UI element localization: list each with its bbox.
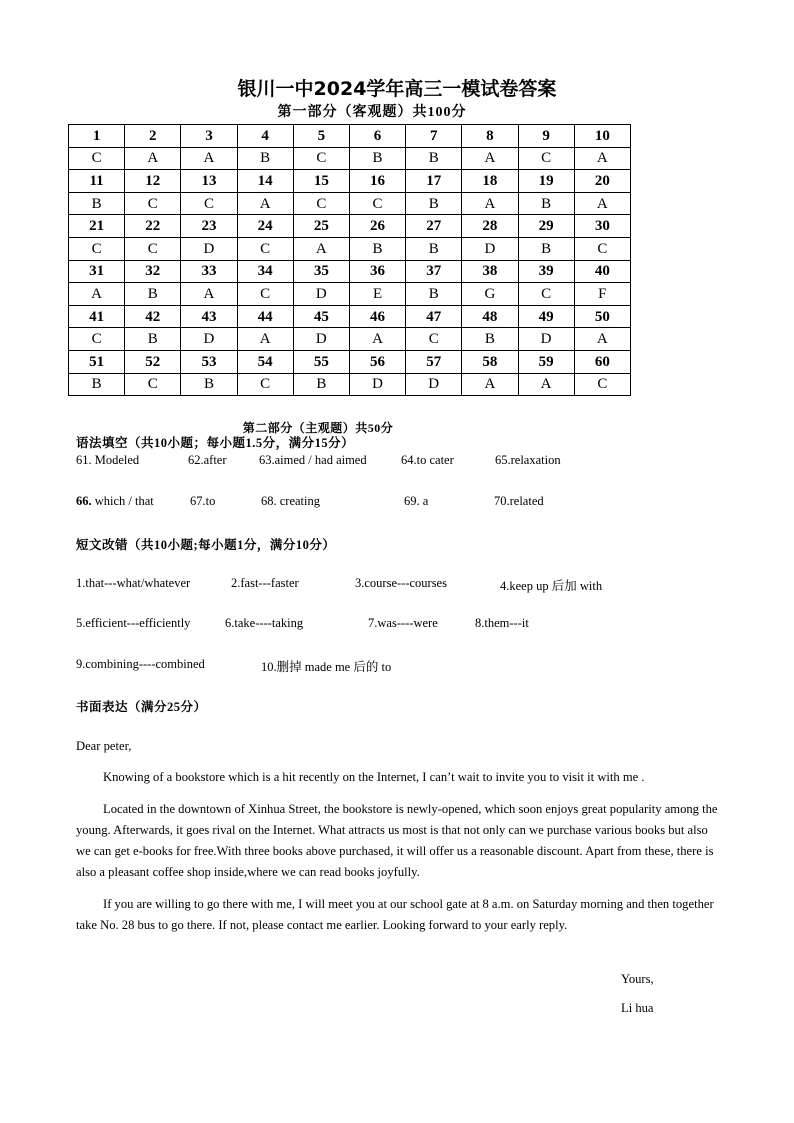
question-number-cell: 59 bbox=[518, 350, 574, 373]
letter-signature: Li hua bbox=[621, 1001, 654, 1015]
question-number-cell: 43 bbox=[181, 305, 237, 328]
correction-answer: 9.combining----combined bbox=[76, 657, 205, 671]
question-number-row bbox=[69, 170, 631, 193]
answer-cell: C bbox=[125, 373, 181, 396]
question-number-cell: 34 bbox=[237, 260, 293, 283]
answer-cell: C bbox=[125, 237, 181, 260]
answer-row bbox=[69, 373, 631, 396]
question-number-cell: 49 bbox=[518, 305, 574, 328]
question-number-cell: 42 bbox=[125, 305, 181, 328]
letter-paragraph: If you are willing to go there with me, I will meet you at our school gate at 8 a.m. on Saturday morning and then together take No. 28 bus to go there. If not, please contact me earlier. Looking forward to your early reply. bbox=[76, 897, 714, 932]
question-number-cell: 9 bbox=[518, 125, 574, 148]
answer-cell: C bbox=[237, 283, 293, 306]
question-number-cell: 53 bbox=[181, 350, 237, 373]
question-number-cell: 36 bbox=[349, 260, 405, 283]
writing-heading: 书面表达（满分25分） bbox=[76, 700, 207, 714]
question-number-row bbox=[69, 215, 631, 238]
question-number-cell: 5 bbox=[293, 125, 349, 148]
question-number-cell: 8 bbox=[462, 125, 518, 148]
question-number-cell: 41 bbox=[69, 305, 125, 328]
answer-cell: B bbox=[69, 373, 125, 396]
answer-cell: A bbox=[518, 373, 574, 396]
question-number-cell: 29 bbox=[518, 215, 574, 238]
answer-cell: G bbox=[462, 283, 518, 306]
answer-cell: B bbox=[406, 283, 462, 306]
answer-cell: D bbox=[181, 237, 237, 260]
letter-closing: Yours, bbox=[621, 972, 654, 986]
answer-row bbox=[69, 283, 631, 306]
answer-text: which / that bbox=[91, 494, 154, 508]
question-number-cell: 4 bbox=[237, 125, 293, 148]
answer-cell: B bbox=[349, 237, 405, 260]
answer-table bbox=[68, 124, 631, 396]
question-number-cell: 52 bbox=[125, 350, 181, 373]
answer-cell: C bbox=[574, 237, 630, 260]
question-number-cell: 37 bbox=[406, 260, 462, 283]
answer-cell: D bbox=[349, 373, 405, 396]
grammar-row-2 bbox=[76, 494, 716, 512]
correction-answer: 1.that---what/whatever bbox=[76, 576, 191, 590]
answer-cell: B bbox=[125, 283, 181, 306]
answer-cell: A bbox=[574, 147, 630, 170]
question-number-cell: 19 bbox=[518, 170, 574, 193]
correction-answer: 4.keep up 后加 with bbox=[500, 579, 603, 593]
letter-salutation: Dear peter, bbox=[76, 739, 132, 753]
question-number-cell: 25 bbox=[293, 215, 349, 238]
correction-row-2 bbox=[76, 616, 716, 634]
question-number-cell: 6 bbox=[349, 125, 405, 148]
question-number-cell: 23 bbox=[181, 215, 237, 238]
question-number-cell: 16 bbox=[349, 170, 405, 193]
question-number-cell: 45 bbox=[293, 305, 349, 328]
answer-cell: C bbox=[69, 147, 125, 170]
question-number-cell: 12 bbox=[125, 170, 181, 193]
question-number-cell: 14 bbox=[237, 170, 293, 193]
question-number-cell: 46 bbox=[349, 305, 405, 328]
answer-cell: B bbox=[69, 192, 125, 215]
grammar-answer: 67.to bbox=[190, 494, 216, 508]
answer-cell: C bbox=[237, 237, 293, 260]
question-number-row bbox=[69, 125, 631, 148]
question-number-cell: 38 bbox=[462, 260, 518, 283]
question-number-cell: 47 bbox=[406, 305, 462, 328]
question-number-cell: 2 bbox=[125, 125, 181, 148]
question-number-row bbox=[69, 350, 631, 373]
correction-answer: 5.efficient---efficiently bbox=[76, 616, 191, 630]
question-number-cell: 50 bbox=[574, 305, 630, 328]
question-number-row bbox=[69, 260, 631, 283]
question-number-cell: 58 bbox=[462, 350, 518, 373]
answer-cell: C bbox=[69, 237, 125, 260]
question-number-cell: 44 bbox=[237, 305, 293, 328]
correction-heading: 短文改错（共10小题;每小题1分，满分10分） bbox=[76, 538, 336, 552]
answer-cell: B bbox=[518, 192, 574, 215]
answer-cell: A bbox=[125, 147, 181, 170]
answer-cell: A bbox=[181, 283, 237, 306]
answer-row bbox=[69, 147, 631, 170]
part1-title: 第一部分（客观题）共100分 bbox=[277, 105, 467, 120]
question-number-cell: 15 bbox=[293, 170, 349, 193]
answer-cell: A bbox=[237, 192, 293, 215]
answer-cell: C bbox=[349, 192, 405, 215]
question-number-cell: 32 bbox=[125, 260, 181, 283]
grammar-answer: 69. a bbox=[404, 494, 429, 508]
answer-cell: A bbox=[574, 192, 630, 215]
question-number-cell: 11 bbox=[69, 170, 125, 193]
question-number-cell: 39 bbox=[518, 260, 574, 283]
grammar-heading: 语法填空（共10小题；每小题1.5分，满分15分） bbox=[76, 436, 355, 450]
letter-paragraph: Located in the downtown of Xinhua Street, the bookstore is newly-opened, which soon enjoys great popularity among the young. Afterwards, it goes rival on the Internet. What attracts us most is that not only can we purchase various books but also we can get e-books for free.With three books above purchased, it will offer us a reasonable discount. Apart from these, there is also a pleasant coffee shop inside,where we can read books joyfully. bbox=[76, 802, 718, 879]
correction-answer: 7.was----were bbox=[368, 616, 438, 630]
answer-cell: A bbox=[574, 328, 630, 351]
question-number-cell: 1 bbox=[69, 125, 125, 148]
question-number-cell: 17 bbox=[406, 170, 462, 193]
answer-cell: A bbox=[293, 237, 349, 260]
grammar-answer: 62.after bbox=[188, 453, 227, 467]
answer-cell: A bbox=[69, 283, 125, 306]
answer-cell: C bbox=[518, 147, 574, 170]
answer-cell: C bbox=[125, 192, 181, 215]
grammar-answer: 70.related bbox=[494, 494, 544, 508]
answer-cell: A bbox=[349, 328, 405, 351]
answer-cell: C bbox=[69, 328, 125, 351]
answer-cell: B bbox=[406, 192, 462, 215]
correction-answer: 2.fast---faster bbox=[231, 576, 299, 590]
answer-cell: B bbox=[125, 328, 181, 351]
answer-cell: C bbox=[406, 328, 462, 351]
answer-cell: A bbox=[181, 147, 237, 170]
answer-cell: B bbox=[406, 147, 462, 170]
correction-row-1 bbox=[76, 576, 716, 594]
grammar-answer: 61. Modeled bbox=[76, 453, 140, 467]
question-number-cell: 55 bbox=[293, 350, 349, 373]
answer-cell: C bbox=[293, 147, 349, 170]
answer-cell: E bbox=[349, 283, 405, 306]
part2-title: 第二部分（主观题）共50分 bbox=[242, 421, 394, 435]
answer-cell: A bbox=[462, 192, 518, 215]
question-number-cell: 31 bbox=[69, 260, 125, 283]
answer-cell: C bbox=[293, 192, 349, 215]
question-number-cell: 13 bbox=[181, 170, 237, 193]
question-number-cell: 28 bbox=[462, 215, 518, 238]
answer-row bbox=[69, 237, 631, 260]
correction-answer: 3.course---courses bbox=[355, 576, 447, 590]
answer-row bbox=[69, 192, 631, 215]
question-number-cell: 20 bbox=[574, 170, 630, 193]
answer-cell: A bbox=[462, 147, 518, 170]
question-number-cell: 24 bbox=[237, 215, 293, 238]
grammar-answer: 68. creating bbox=[261, 494, 321, 508]
answer-cell: B bbox=[349, 147, 405, 170]
question-number-cell: 40 bbox=[574, 260, 630, 283]
question-number-cell: 33 bbox=[181, 260, 237, 283]
grammar-answer: 64.to cater bbox=[401, 453, 454, 467]
correction-answer: 8.them---it bbox=[475, 616, 529, 630]
answer-cell: A bbox=[462, 373, 518, 396]
question-number-cell: 7 bbox=[406, 125, 462, 148]
question-number: 66. bbox=[76, 494, 92, 508]
question-number-cell: 35 bbox=[293, 260, 349, 283]
grammar-answer: 65.relaxation bbox=[495, 453, 561, 467]
page-title: 银川一中2024学年高三一模试卷答案 bbox=[237, 78, 557, 100]
question-number-cell: 18 bbox=[462, 170, 518, 193]
answer-cell: D bbox=[518, 328, 574, 351]
question-number-cell: 27 bbox=[406, 215, 462, 238]
letter-paragraph: Knowing of a bookstore which is a hit recently on the Internet, I can’t wait to invite you to visit it with me . bbox=[103, 770, 645, 784]
question-number-cell: 60 bbox=[574, 350, 630, 373]
answer-cell: D bbox=[462, 237, 518, 260]
answer-cell: C bbox=[181, 192, 237, 215]
answer-cell: D bbox=[293, 328, 349, 351]
answer-cell: B bbox=[406, 237, 462, 260]
answer-cell: C bbox=[518, 283, 574, 306]
answer-row bbox=[69, 328, 631, 351]
answer-cell: B bbox=[518, 237, 574, 260]
grammar-row-1 bbox=[76, 453, 716, 471]
answer-cell: D bbox=[293, 283, 349, 306]
question-number-cell: 22 bbox=[125, 215, 181, 238]
answer-cell: D bbox=[406, 373, 462, 396]
grammar-answer-66 bbox=[76, 494, 154, 509]
question-number-cell: 57 bbox=[406, 350, 462, 373]
question-number-cell: 26 bbox=[349, 215, 405, 238]
question-number-cell: 30 bbox=[574, 215, 630, 238]
question-number-cell: 21 bbox=[69, 215, 125, 238]
answer-cell: F bbox=[574, 283, 630, 306]
question-number-row bbox=[69, 305, 631, 328]
correction-row-3 bbox=[76, 657, 716, 675]
letter-body bbox=[76, 767, 718, 936]
answer-cell: B bbox=[237, 147, 293, 170]
answer-cell: C bbox=[574, 373, 630, 396]
answer-cell: B bbox=[181, 373, 237, 396]
question-number-cell: 10 bbox=[574, 125, 630, 148]
question-number-cell: 51 bbox=[69, 350, 125, 373]
question-number-cell: 56 bbox=[349, 350, 405, 373]
answer-cell: D bbox=[181, 328, 237, 351]
answer-cell: B bbox=[462, 328, 518, 351]
correction-answer: 6.take----taking bbox=[225, 616, 304, 630]
answer-cell: C bbox=[237, 373, 293, 396]
answer-cell: A bbox=[237, 328, 293, 351]
answer-cell: B bbox=[293, 373, 349, 396]
grammar-answer: 63.aimed / had aimed bbox=[259, 453, 367, 467]
question-number-cell: 3 bbox=[181, 125, 237, 148]
question-number-cell: 54 bbox=[237, 350, 293, 373]
correction-answer: 10.删掉 made me 后的 to bbox=[261, 660, 392, 674]
question-number-cell: 48 bbox=[462, 305, 518, 328]
